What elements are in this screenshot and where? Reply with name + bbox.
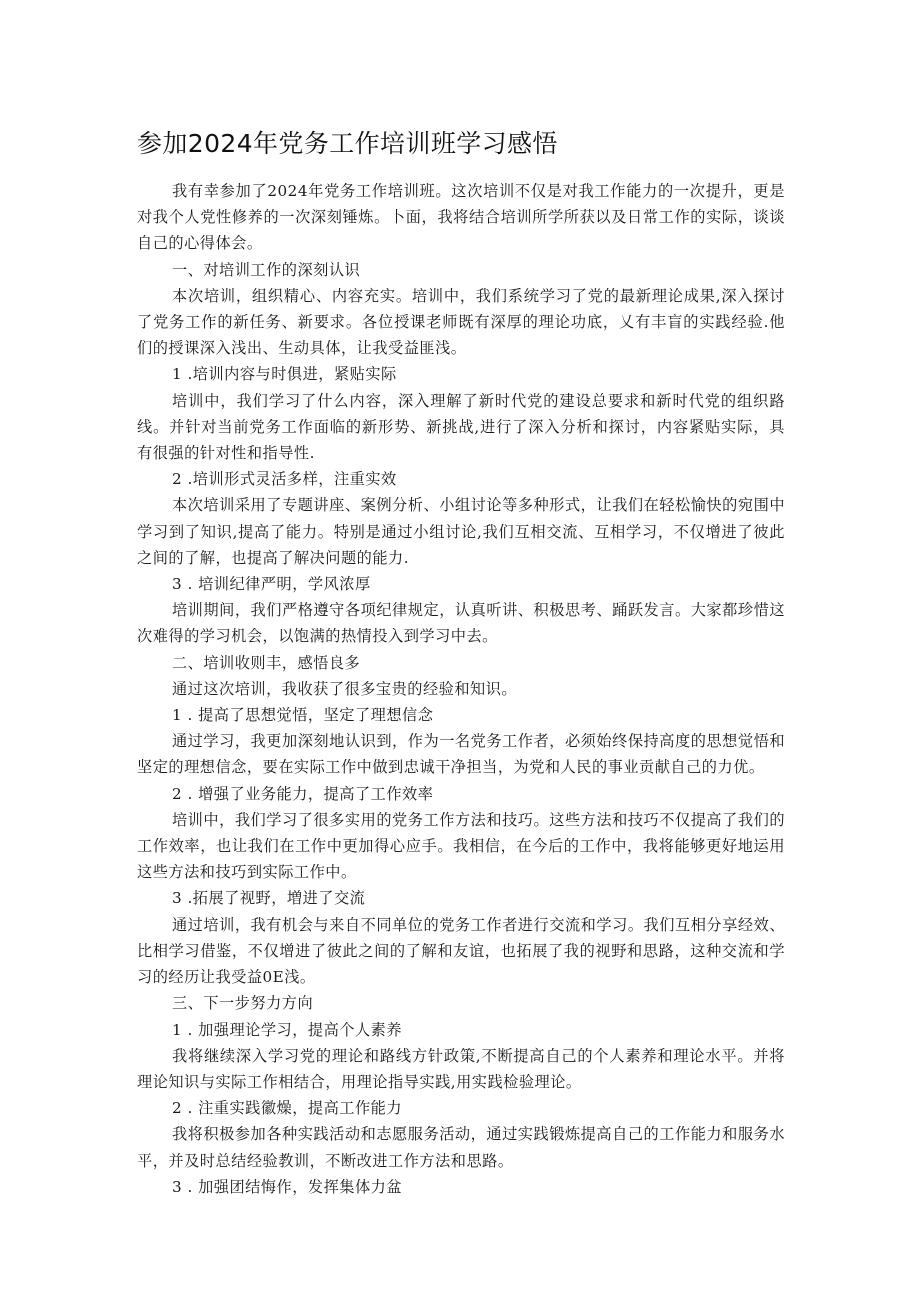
document-title: 参加2024年党务工作培训班学习感悟 <box>137 129 558 158</box>
body-paragraph: 我将继续深入学习党的理论和路线方针政策,不断提高自己的个人素养和理论水平。并将理论知识与实际工作相结合，用理论指导实践,用实践检验理论。 <box>137 1046 785 1091</box>
intro-paragraph: 我有幸参加了2024年党务工作培训班。这次培训不仅是对我工作能力的一次提升，更是对我个人党性修养的一次深刻锤炼。卜面，我将结合培训所学所获以及日常工作的实际，谈谈自己的心得体会。 <box>137 182 785 253</box>
subsection-heading: 2 .培训形式灵活多样，注重实效 <box>171 470 397 489</box>
section-heading-3: 三、下一步努力方向 <box>171 994 314 1013</box>
body-paragraph: 本次培训采用了专题讲座、案例分析、小组讨论等多种形式，让我们在轻松愉快的宛围中学习到了知识,提高了能力。特别是通过小组讨论,我们互相交流、互相学习，不仅增进了彼此之间的了解，也提高了解决问题的能力. <box>137 496 785 567</box>
document-body <box>137 178 785 1200</box>
subsection-heading: 1 .培训内容与时俱进，紧贴实际 <box>171 365 397 384</box>
section-heading-2: 二、培训收则丰，感悟良多 <box>171 653 361 672</box>
body-paragraph: 培训中，我们学习了什么内容，深入理解了新时代党的建设总要求和新时代党的组织路线。并针对当前党务工作面临的新形势、新挑战,进行了深入分析和探讨，内容紧贴实际，具有很强的针对性和指导性. <box>137 391 785 463</box>
body-paragraph: 本次培训，组织精心、内容充实。培训中，我们系统学习了党的最新理论成果,深入探讨了党务工作的新任务、新要求。各位授课老师既有深厚的理论功底，乂有丰盲的实践经验.他们的授课深入浅出、生动具体，让我受益匪浅。 <box>137 286 785 358</box>
body-paragraph: 通过培训，我有机会与来自不同单位的党务工作者进行交流和学习。我们互相分享经效、比相学习借鉴，不仅增进了彼此之间的了解和友谊，也拓展了我的视野和思路，这种交流和学习的经历让我受益0E浅。 <box>137 915 785 987</box>
body-paragraph: 培训中，我们学习了很多实用的党务工作方法和技巧。这些方法和技巧不仅提高了我们的工作效率，也让我们在工作中更加得心应手。我相信，在今后的工作中，我将能够更好地运用这些方法和技巧到实际工作中。 <box>137 810 785 882</box>
subsection-heading: 3 . 培训纪律严明，学风浓厚 <box>171 575 371 594</box>
subsection-heading: 1 . 提高了思想觉悟，坚定了理想信念 <box>171 706 434 725</box>
subsection-heading: 3 .拓展了视野，増进了交流 <box>171 889 366 908</box>
body-paragraph: 通过学习，我更加深刻地认识到，作为一名党务工作者，必须始终保持高度的思想觉悟和坚定的理想信念，要在实际工作中做到忠诚干净担当，为党和人民的事业贡献自己的力优。 <box>137 732 785 777</box>
body-paragraph: 我将积极参加各种实践活动和志愿服务活动，通过实践锻炼提高自己的工作能力和服务水平，并及时总结经验教训，不断改进工作方法和思路。 <box>137 1125 785 1170</box>
subsection-heading: 2 . 增强了业务能力，提高了工作效率 <box>171 784 434 803</box>
subsection-heading: 1 . 加强理论学习，提高个人素养 <box>171 1020 403 1039</box>
body-paragraph: 通过这次培训，我收获了很多宝贵的经验和知识。 <box>171 679 518 698</box>
subsection-heading: 2 . 注重实践徽燥，提高工作能力 <box>171 1099 403 1118</box>
body-paragraph: 培训期间，我们严格遵守各项纪律规定，认真听讲、积极思考、踊跃发言。大家都珍惜这次难得的学习机会，以饱满的热情投入到学习中去。 <box>137 601 785 646</box>
subsection-heading: 3 . 加强团结悔作，发挥集体力盆 <box>171 1177 403 1196</box>
section-heading-1: 一、对培训工作的深刻认识 <box>171 260 361 279</box>
